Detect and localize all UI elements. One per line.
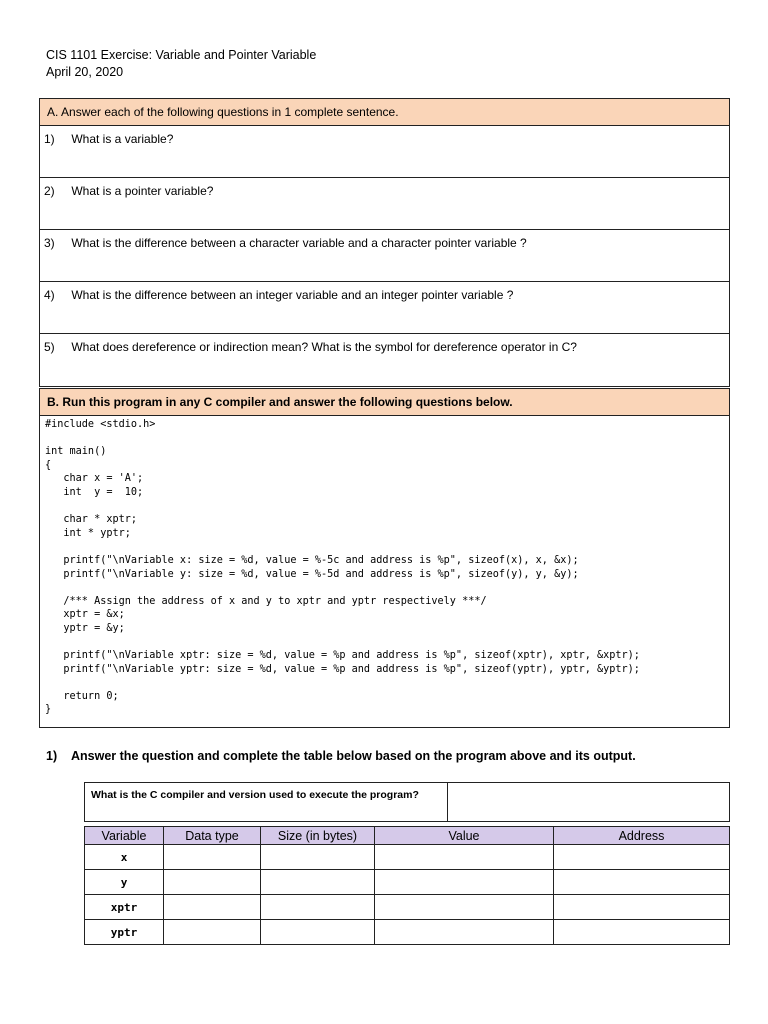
value-cell[interactable] <box>375 845 554 870</box>
size-cell[interactable] <box>261 895 375 920</box>
section-b <box>39 388 730 728</box>
address-cell[interactable] <box>554 895 730 920</box>
question-number: 3) <box>44 236 55 250</box>
value-cell[interactable] <box>375 920 554 945</box>
question-text: What is the difference between an integer variable and an integer pointer variable ? <box>71 288 514 302</box>
task-number: 1) <box>46 749 58 763</box>
question-text: What is a variable? <box>71 132 174 146</box>
data-type-cell[interactable] <box>164 870 261 895</box>
question-number: 1) <box>44 132 55 146</box>
value-cell[interactable] <box>375 895 554 920</box>
header-size: Size (in bytes) <box>261 827 375 845</box>
size-cell[interactable] <box>261 845 375 870</box>
table-row <box>85 845 730 870</box>
question-text: What is a pointer variable? <box>71 184 214 198</box>
question-number: 2) <box>44 184 55 198</box>
question-row[interactable] <box>40 126 729 178</box>
section-a-heading: A. Answer each of the following questions in 1 complete sentence. <box>40 99 729 126</box>
code-listing: #include <stdio.h> int main() { char x = 'A'; int y = 10; char * xptr; int * yptr; printf("\nVariable x: size = %d, value = %-5c and address is %p", sizeof(x), x, &x); printf("\nVariable y: size = %d, value = %-5d and address is %p", sizeof(y), y, &y); /*** Assign the address of x and y to xptr and yptr respectively ***/ xptr = &x; yptr = &y; printf("\nVariable xptr: size = %d, value = %p and address is %p", sizeof(xptr), xptr, &xptr); printf("\nVariable yptr: size = %d, value = %p and address is %p", sizeof(yptr), yptr, &yptr); return 0; } <box>45 419 640 716</box>
document-date: April 20, 2020 <box>46 65 124 79</box>
compiler-question: What is the C compiler and version used to execute the program? <box>85 783 448 822</box>
header-address: Address <box>554 827 730 845</box>
question-row[interactable] <box>40 178 729 230</box>
variable-name: yptr <box>85 920 164 945</box>
table-row <box>85 920 730 945</box>
question-text: What is the difference between a character variable and a character pointer variable ? <box>71 236 527 250</box>
data-type-cell[interactable] <box>164 895 261 920</box>
variables-table <box>84 826 730 945</box>
variable-name: x <box>85 845 164 870</box>
section-a <box>39 98 730 387</box>
header-variable: Variable <box>85 827 164 845</box>
header-data-type: Data type <box>164 827 261 845</box>
data-type-cell[interactable] <box>164 845 261 870</box>
question-number: 4) <box>44 288 55 302</box>
question-row[interactable] <box>40 230 729 282</box>
variable-name: y <box>85 870 164 895</box>
value-cell[interactable] <box>375 870 554 895</box>
table-row <box>85 895 730 920</box>
compiler-answer-cell[interactable] <box>448 783 730 822</box>
variable-name: xptr <box>85 895 164 920</box>
address-cell[interactable] <box>554 920 730 945</box>
address-cell[interactable] <box>554 870 730 895</box>
document-title: CIS 1101 Exercise: Variable and Pointer Variable <box>46 48 317 62</box>
question-row[interactable] <box>40 334 729 386</box>
address-cell[interactable] <box>554 845 730 870</box>
question-text: What does dereference or indirection mean? What is the symbol for dereference operator in C? <box>71 340 577 354</box>
question-row[interactable] <box>40 282 729 334</box>
section-b-heading: B. Run this program in any C compiler and answer the following questions below. <box>40 389 729 416</box>
compiler-table <box>84 782 730 822</box>
question-number: 5) <box>44 340 55 354</box>
header-value: Value <box>375 827 554 845</box>
size-cell[interactable] <box>261 870 375 895</box>
task-instruction <box>46 749 636 763</box>
data-type-cell[interactable] <box>164 920 261 945</box>
size-cell[interactable] <box>261 920 375 945</box>
table-row <box>85 870 730 895</box>
task-text: Answer the question and complete the table below based on the program above and its output. <box>71 749 636 763</box>
